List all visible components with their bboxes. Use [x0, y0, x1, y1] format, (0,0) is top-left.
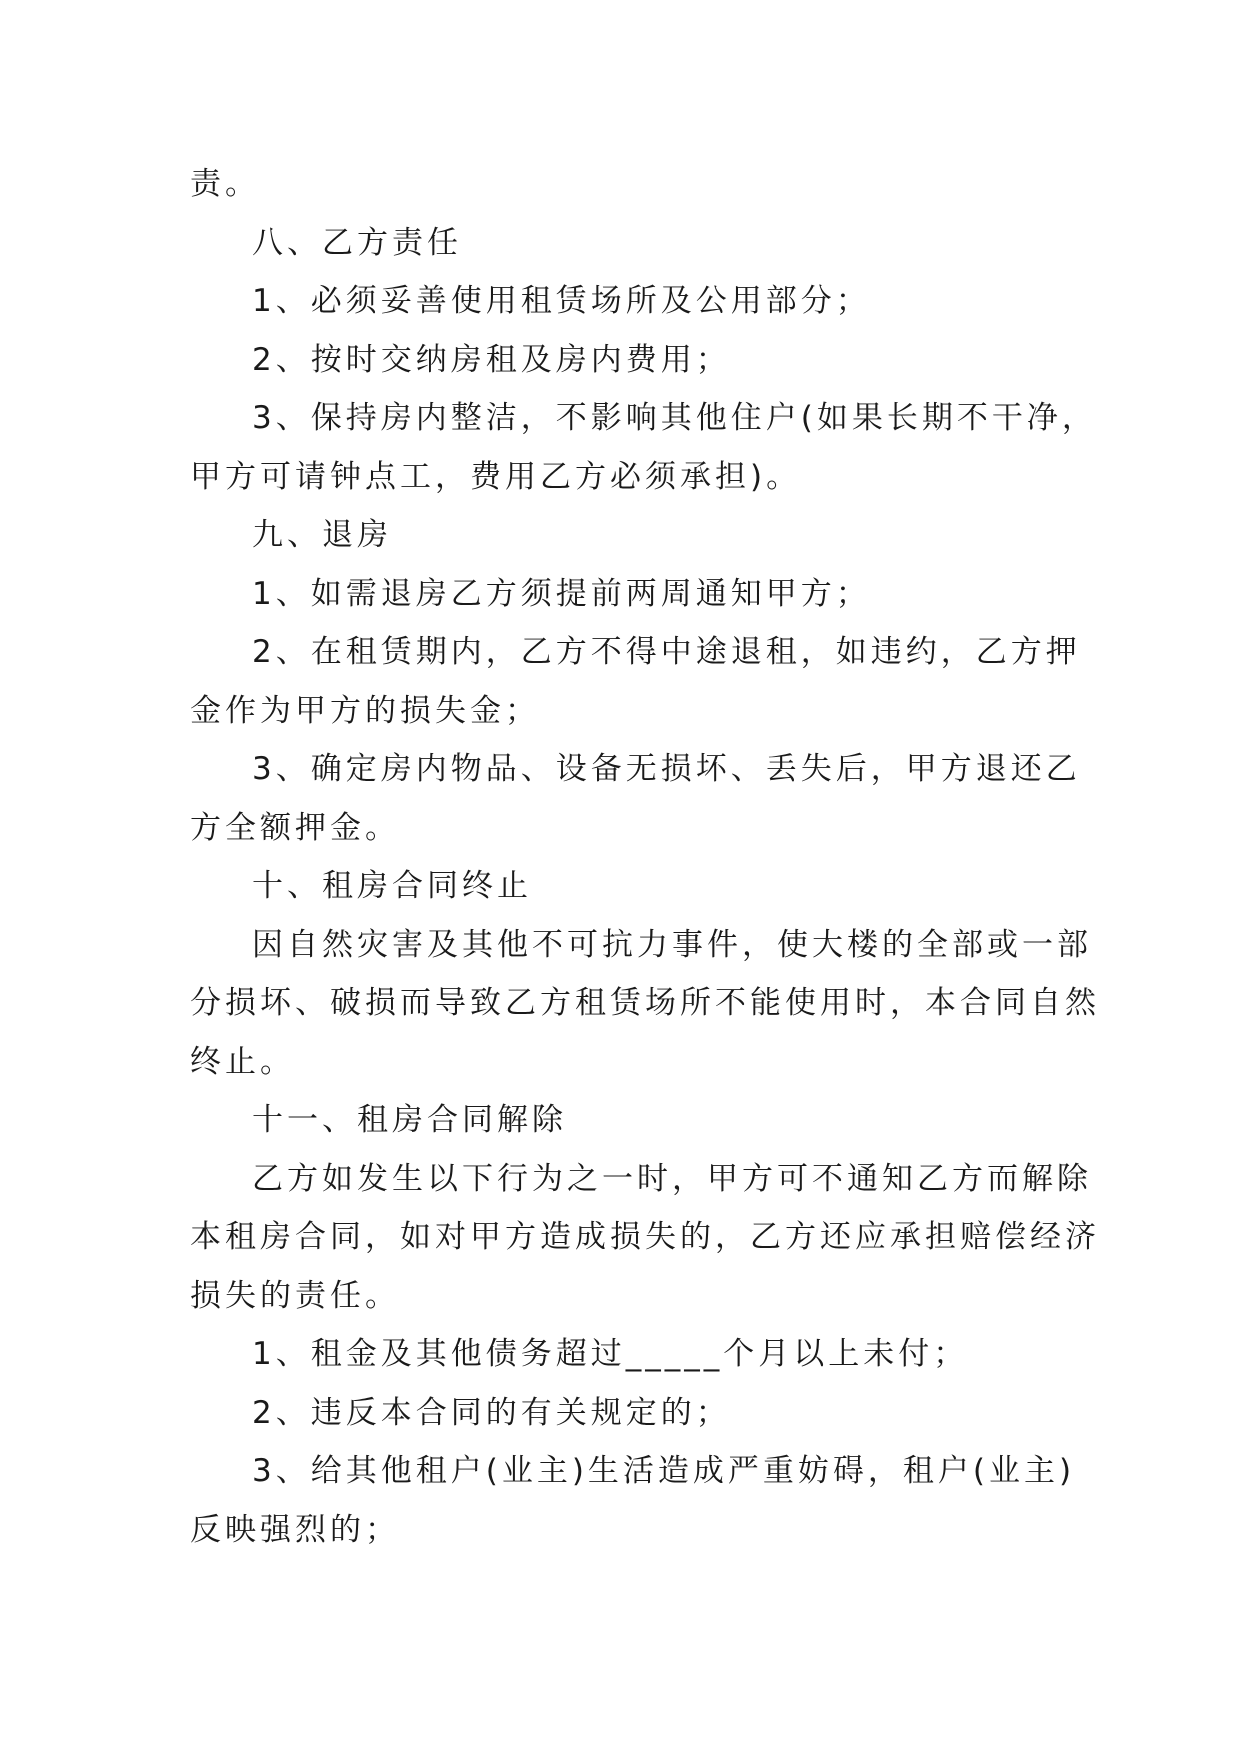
section-heading-contract-rescission: 十一、租房合同解除: [252, 1102, 567, 1138]
text-line: 方全额押金。: [190, 809, 400, 846]
text-line: 因自然灾害及其他不可抗力事件，使大楼的全部或一部: [252, 926, 1092, 963]
text-line: 本租房合同，如对甲方造成损失的，乙方还应承担赔偿经济: [190, 1219, 1100, 1255]
text-line: 2、违反本合同的有关规定的；: [252, 1394, 731, 1431]
text-line: 3、保持房内整洁，不影响其他住户(如果长期不干净，: [252, 400, 1097, 436]
text-line: 2、在租赁期内，乙方不得中途退租，如违约，乙方押: [252, 634, 1081, 670]
text-line: 责。: [190, 166, 260, 202]
text-line: 2、按时交纳房租及房内费用；: [252, 341, 731, 378]
text-line: 损失的责任。: [190, 1277, 400, 1314]
contract-body: [190, 155, 1100, 1559]
section-heading-checkout: 九、退房: [252, 517, 392, 553]
text-line: 1、如需退房乙方须提前两周通知甲方；: [252, 575, 871, 612]
section-heading-contract-termination: 十、租房合同终止: [252, 868, 532, 904]
text-line: 反映强烈的；: [190, 1511, 400, 1548]
text-line: 3、确定房内物品、设备无损坏、丢失后，甲方退还乙: [252, 751, 1081, 787]
text-line: 终止。: [190, 1043, 295, 1080]
text-line: 1、必须妥善使用租赁场所及公用部分；: [252, 283, 871, 319]
text-line: 金作为甲方的损失金；: [190, 692, 540, 729]
text-line: 3、给其他租户(业主)生活造成严重妨碍，租户(业主): [252, 1453, 1076, 1489]
text-line: 分损坏、破损而导致乙方租赁场所不能使用时，本合同自然: [190, 985, 1100, 1021]
section-heading-party-b-responsibility: 八、乙方责任: [252, 224, 462, 261]
text-line: 1、租金及其他债务超过_____个月以上未付；: [252, 1336, 969, 1372]
text-line: 乙方如发生以下行为之一时，甲方可不通知乙方而解除: [252, 1160, 1092, 1197]
text-line: 甲方可请钟点工，费用乙方必须承担)。: [190, 458, 802, 495]
